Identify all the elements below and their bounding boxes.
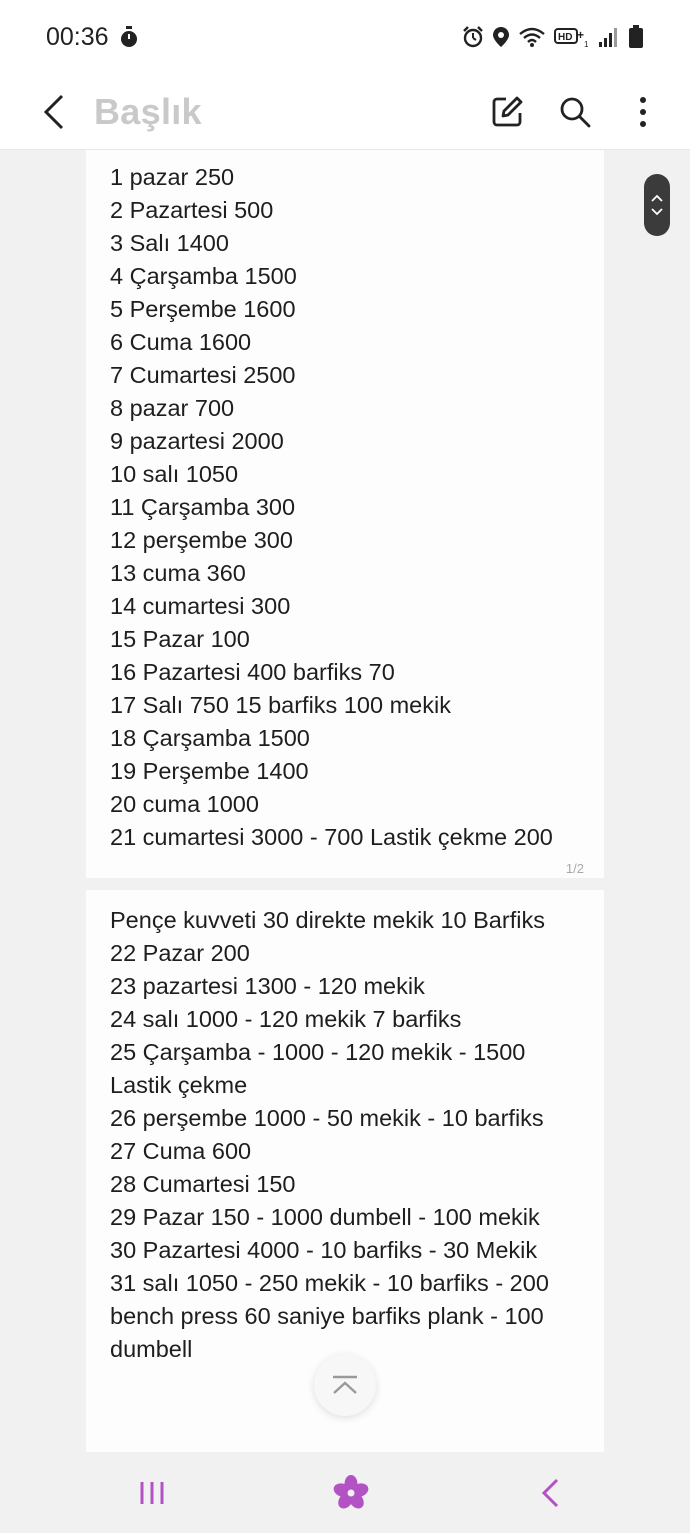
note-line: 14 cumartesi 300 (110, 593, 291, 619)
note-line: 20 cuma 1000 (110, 791, 259, 817)
scroll-to-top-button[interactable] (314, 1354, 376, 1416)
chevron-left-icon (42, 94, 66, 130)
note-line: 9 pazartesi 2000 (110, 428, 284, 454)
note-line: 7 Cumartesi 2500 (110, 362, 296, 388)
note-line: 2 Pazartesi 500 (110, 197, 274, 223)
note-page-1[interactable] (86, 150, 604, 878)
note-line: 15 Pazar 100 (110, 626, 250, 652)
app-bar (0, 74, 690, 150)
note-line: 3 Salı 1400 (110, 230, 229, 256)
note-line: 21 cumartesi 3000 - 700 Lastik çekme 200 (110, 824, 553, 850)
scroll-to-top-icon (331, 1374, 359, 1396)
status-time: 00:36 (46, 22, 109, 51)
navigation-bar (0, 1452, 690, 1533)
note-line: 13 cuma 360 (110, 560, 246, 586)
note-line: 5 Perşembe 1600 (110, 296, 296, 322)
note-line: 28 Cumartesi 150 (110, 1171, 296, 1197)
note-line: 4 Çarşamba 1500 (110, 263, 297, 289)
recents-icon (138, 1480, 166, 1506)
note-line: 16 Pazartesi 400 barfiks 70 (110, 659, 395, 685)
edit-icon (490, 95, 524, 129)
note-line: 12 perşembe 300 (110, 527, 293, 553)
battery-icon (628, 25, 644, 49)
note-page-2-lines (110, 890, 580, 1366)
chevron-up-icon (651, 194, 663, 202)
recents-button[interactable] (130, 1471, 174, 1515)
note-line: 10 salı 1050 (110, 461, 239, 487)
more-vert-icon (638, 96, 648, 128)
note-line: 17 Salı 750 15 barfiks 100 mekik (110, 692, 451, 718)
nav-back-button[interactable] (528, 1471, 572, 1515)
hd-call-icon (554, 26, 590, 48)
note-line: 25 Çarşamba - 1000 - 120 mekik - 1500 Lastik çekme (110, 1039, 526, 1098)
note-line: 31 salı 1050 - 250 mekik - 10 barfiks - 200 bench press 60 saniye barfiks plank - 100 dumbell (110, 1270, 549, 1362)
note-page-1-lines (110, 150, 580, 854)
note-title[interactable]: Başlık (94, 90, 202, 132)
back-button[interactable] (24, 82, 84, 142)
note-line: 27 Cuma 600 (110, 1138, 252, 1164)
note-line: 6 Cuma 1600 (110, 329, 252, 355)
note-line: 30 Pazartesi 4000 - 10 barfiks - 30 Mekik (110, 1237, 538, 1263)
note-line: 18 Çarşamba 1500 (110, 725, 310, 751)
home-flower-icon (332, 1474, 370, 1512)
svg-text:1: 1 (584, 40, 589, 48)
back-icon (540, 1478, 560, 1508)
note-line: 22 Pazar 200 (110, 940, 250, 966)
note-line: 26 perşembe 1000 - 50 mekik - 10 barfiks (110, 1105, 544, 1131)
chevron-down-icon (651, 208, 663, 216)
svg-text:+: + (577, 28, 585, 42)
signal-icon (598, 26, 620, 48)
note-line: 11 Çarşamba 300 (110, 494, 296, 520)
note-line: 23 pazartesi 1300 - 120 mekik (110, 973, 425, 999)
wifi-icon (518, 26, 546, 48)
fast-scroll-handle[interactable] (644, 174, 670, 236)
edit-button[interactable] (480, 85, 534, 139)
home-button[interactable] (329, 1471, 373, 1515)
note-line: 29 Pazar 150 - 1000 dumbell - 100 mekik (110, 1204, 540, 1230)
status-bar (0, 0, 690, 74)
search-icon (558, 95, 592, 129)
search-button[interactable] (548, 85, 602, 139)
note-line: Pençe kuvveti 30 direkte mekik 10 Barfiks (110, 907, 545, 933)
page-number: 1/2 (565, 861, 584, 876)
location-icon (492, 26, 510, 48)
alarm-icon (462, 26, 484, 48)
more-options-button[interactable] (616, 85, 670, 139)
timer-icon (119, 26, 139, 48)
svg-text:HD: HD (558, 32, 573, 43)
note-line: 24 salı 1000 - 120 mekik 7 barfiks (110, 1006, 462, 1032)
note-line: 1 pazar 250 (110, 164, 235, 190)
note-line: 19 Perşembe 1400 (110, 758, 309, 784)
note-line: 8 pazar 700 (110, 395, 235, 421)
